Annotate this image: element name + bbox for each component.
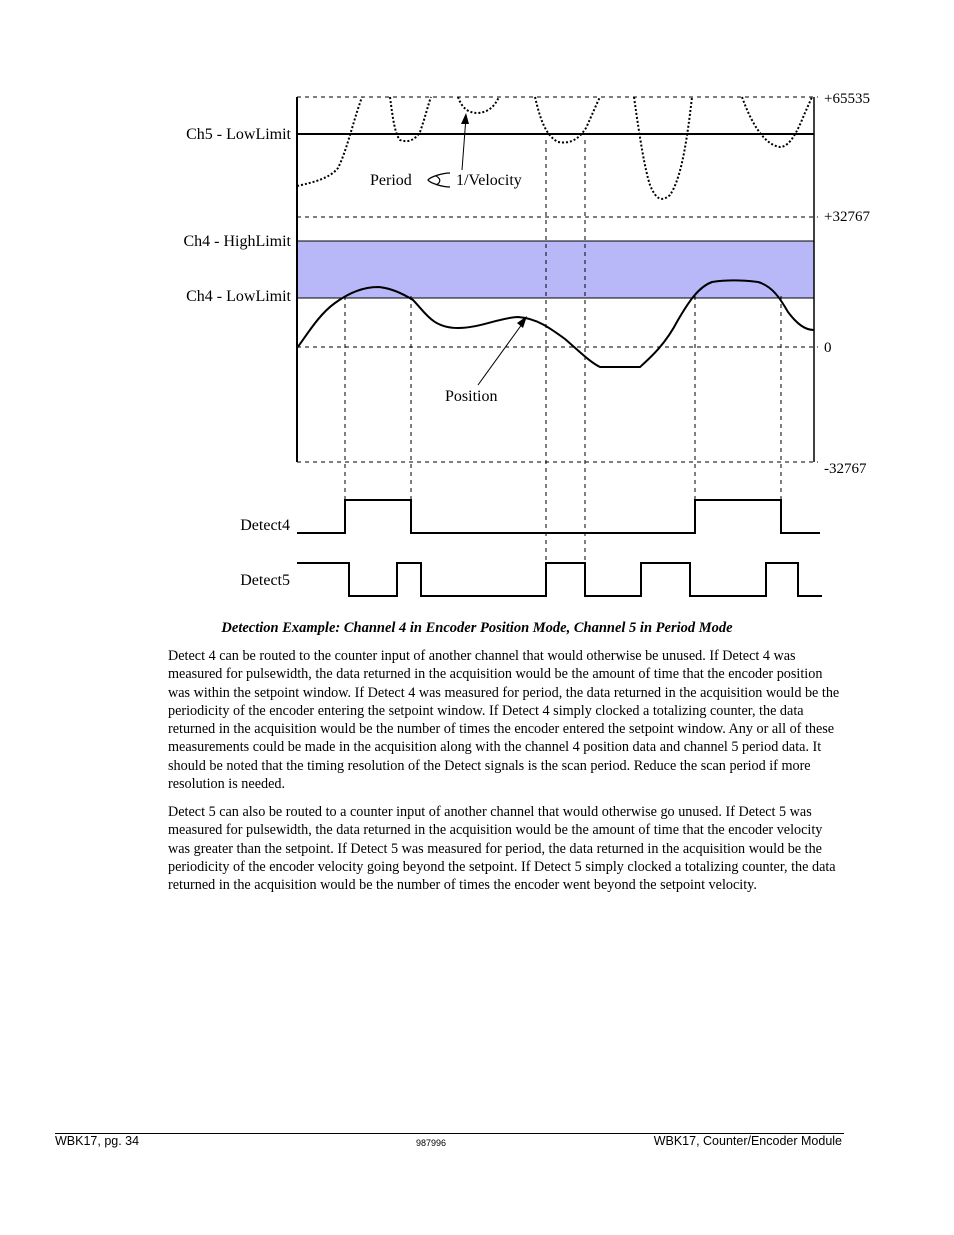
proportional-symbol <box>428 173 450 187</box>
period-leader <box>462 117 466 170</box>
detect5-signal <box>297 563 822 596</box>
ch4-setpoint-band <box>297 241 814 298</box>
detection-example-diagram <box>0 0 954 610</box>
ch5-lowlimit-label: Ch5 - LowLimit <box>186 126 291 143</box>
footer-document-number: 987996 <box>415 1138 447 1148</box>
ch4-highlimit-label: Ch4 - HighLimit <box>183 233 291 250</box>
paragraph-detect4: Detect 4 can be routed to the counter input of another channel that would otherwise be unused. If Detect 4 was measured for pulsewidth, the data returned in the acquisition would be the amount of time that the encoder position was within the setpoint window. If Detect 4 was measured for period, the data returned in the acquisition would be the periodicity of the encoder entering the setpoint window. If Detect 4 simply clocked a totalizing counter, the data returned in the acquisition would be the number of times the encoder entered the setpoint window. Any or all of these measurements could be made in the acquisition along with the channel 4 position data and channel 5 period data. It should be noted that the timing resolution of the Detect signals is the scan period. Reduce the scan period if more resolution is needed. <box>168 648 840 793</box>
position-leader <box>478 320 525 385</box>
axis-value-neg-32767: -32767 <box>824 461 867 477</box>
transition-markers <box>345 140 781 562</box>
velocity-label: 1/Velocity <box>456 172 522 189</box>
detect5-label: Detect5 <box>240 572 290 589</box>
axis-value-0: 0 <box>824 340 832 356</box>
paragraph-detect5: Detect 5 can also be routed to a counter input of another channel that would otherwise go unused. If Detect 5 was measured for pulsewidth, the data returned in the acquisition would be the amount of time that the encoder velocity was greater than the setpoint. If Detect 5 was measured for period, the data returned in the acquisition would be the periodicity of the encoder velocity going beyond the setpoint. If Detect 5 simply clocked a totalizing counter, the data returned in the acquisition would be the number of times the encoder went beyond the setpoint velocity. <box>168 804 836 894</box>
axis-value-32767: +32767 <box>824 209 870 225</box>
axis-value-65535: +65535 <box>824 91 870 107</box>
position-label: Position <box>445 388 498 405</box>
footer-title: WBK17, Counter/Encoder Module <box>653 1134 842 1148</box>
period-label: Period <box>370 172 412 189</box>
detect4-signal <box>297 500 820 533</box>
footer-page-number: WBK17, pg. 34 <box>55 1134 140 1148</box>
ch4-lowlimit-label: Ch4 - LowLimit <box>186 288 291 305</box>
detect4-label: Detect4 <box>240 517 290 534</box>
figure-caption: Detection Example: Channel 4 in Encoder Position Mode, Channel 5 in Period Mode <box>221 620 733 636</box>
